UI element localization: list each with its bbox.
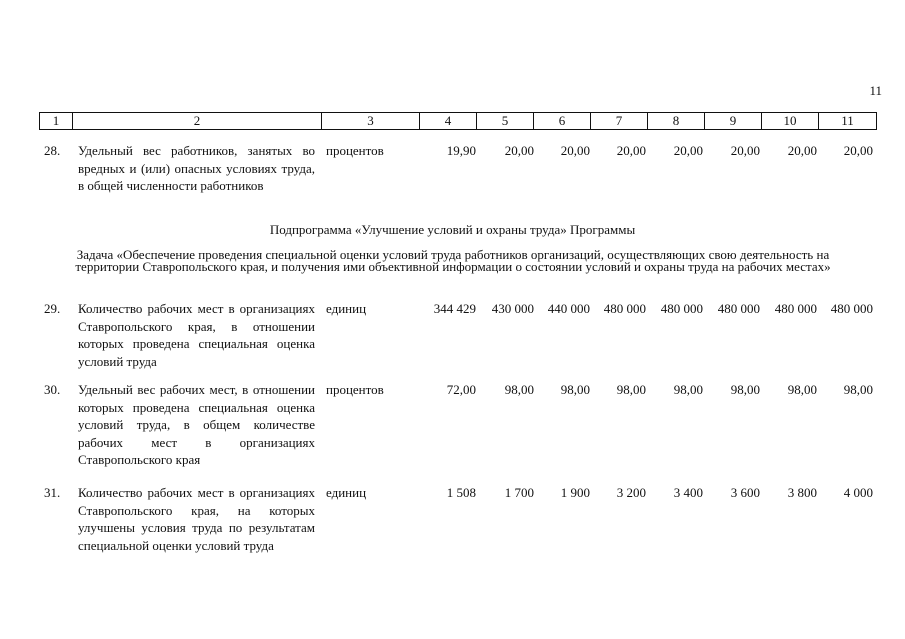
row-number: 28. (44, 143, 61, 158)
value-cell: 72,00 (446, 382, 476, 397)
value-cell: 1 508 (446, 485, 476, 500)
unit-of-measure: процентов (326, 382, 384, 397)
value-cell: 98,00 (673, 382, 703, 397)
value-cell: 98,00 (843, 382, 873, 397)
header-cell: 9 (705, 113, 762, 130)
value-cell: 4 000 (843, 485, 873, 500)
header-cell: 4 (420, 113, 477, 130)
value-cell: 480 000 (717, 301, 760, 316)
indicator-description: Количество рабочих мест в организациях Ставропольского края, в отношении которых проведена специальная оценка условий труда (78, 301, 315, 369)
value-cell: 3 200 (616, 485, 646, 500)
value-cell: 480 000 (603, 301, 646, 316)
task-heading: Задача «Обеспечение проведения специальной оценки условий труда работников организаций, осуществляющих свою деятельность на территории Ставропольского края, и получения ими объективной информации о состоянии условий и охраны труда на рабочих местах» (75, 247, 831, 274)
value-cell: 3 600 (730, 485, 760, 500)
value-cell: 20,00 (730, 143, 760, 158)
row-number: 29. (44, 301, 61, 316)
header-cell: 1 (40, 113, 73, 130)
value-cell: 430 000 (491, 301, 534, 316)
header-cell: 6 (534, 113, 591, 130)
value-cell: 20,00 (673, 143, 703, 158)
value-cell: 20,00 (504, 143, 534, 158)
value-cell: 20,00 (560, 143, 590, 158)
value-cell: 440 000 (547, 301, 590, 316)
value-cell: 98,00 (560, 382, 590, 397)
header-cell: 7 (591, 113, 648, 130)
header-cell: 3 (322, 113, 420, 130)
value-cell: 98,00 (787, 382, 817, 397)
value-cell: 344 429 (433, 301, 476, 316)
header-cell: 5 (477, 113, 534, 130)
value-cell: 98,00 (504, 382, 534, 397)
row-number: 30. (44, 382, 61, 397)
page-number: 11 (869, 83, 882, 98)
value-cell: 1 700 (504, 485, 534, 500)
value-cell: 480 000 (774, 301, 817, 316)
value-cell: 3 800 (787, 485, 817, 500)
header-cell: 2 (73, 113, 322, 130)
header-cell: 8 (648, 113, 705, 130)
column-number-header (39, 112, 877, 130)
value-cell: 98,00 (730, 382, 760, 397)
value-cell: 20,00 (843, 143, 873, 158)
value-cell: 1 900 (560, 485, 590, 500)
value-cell: 98,00 (616, 382, 646, 397)
indicator-description: Количество рабочих мест в организациях Ставропольского края, на которых улучшены условия труда по результатам специальной оценки условий труда (78, 485, 315, 553)
unit-of-measure: единиц (326, 485, 367, 500)
unit-of-measure: единиц (326, 301, 367, 316)
value-cell: 20,00 (787, 143, 817, 158)
row-number: 31. (44, 485, 61, 500)
value-cell: 20,00 (616, 143, 646, 158)
indicator-description: Удельный вес рабочих мест, в отношении которых проведена специальная оценка условий труда, в общем количестве рабочих мест в организациях Ставропольского края (78, 382, 315, 467)
value-cell: 480 000 (660, 301, 703, 316)
unit-of-measure: процентов (326, 143, 384, 158)
value-cell: 3 400 (673, 485, 703, 500)
subprogram-heading: Подпрограмма «Улучшение условий и охраны труда» Программы (269, 222, 636, 237)
value-cell: 19,90 (446, 143, 476, 158)
value-cell: 480 000 (830, 301, 873, 316)
header-cell: 11 (819, 113, 877, 130)
indicator-description: Удельный вес работников, занятых во вредных и (или) опасных условиях труда, в общей численности работников (78, 143, 315, 193)
header-cell: 10 (762, 113, 819, 130)
